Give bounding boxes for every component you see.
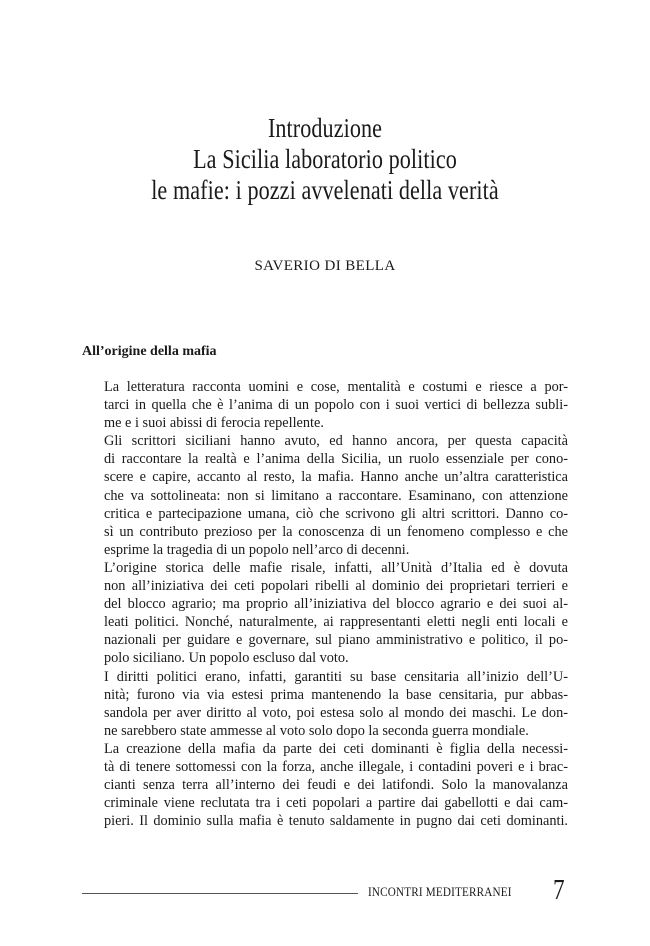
page-number: 7 [553,874,565,906]
text-line: scere e capire, accanto al resto, la mafia. Hanno anche un’altra caratteristica [104,469,568,486]
text-line: L’origine storica delle mafie risale, infatti, all’Unità d’Italia ed è dovuta [104,559,568,576]
text-line: La creazione della mafia da parte dei ceti dominanti è figlia della necessi- [104,740,568,757]
text-line: non all’iniziativa dei ceti popolari ribelli al dominio dei proprietari terrieri e [104,578,568,595]
text-line: criminale viene reclutata tra i ceti popolari a partire dai gabellotti e dai cam- [104,795,568,812]
paragraph [82,432,568,559]
text-line: leati politici. Nonché, naturalmente, ai rappresentanti eletti negli enti locali e [104,614,568,631]
paragraph [82,740,568,830]
text-line: che va sottolineata: non si limitano a raccontare. Esaminano, con attenzione [104,487,568,504]
title-line-1: Introduzione [267,113,383,143]
text-line: cianti senza terra all’interno dei feudi e dei latifondi. Solo la manovalanza [104,777,568,794]
text-line: nazionali per guidare e governare, sul piano amministrativo e politico, il po- [104,632,568,649]
text-line: ne sarebbero state ammesse al voto solo dopo la seconda guerra mondiale. [104,722,529,739]
section-heading: All’origine della mafia [82,344,217,359]
title-line-2: La Sicilia laboratorio politico [193,144,457,174]
paragraph [82,559,568,668]
text-line: critica e partecipazione umana, ciò che scrivono gli altri scrittori. Danno co- [104,505,568,522]
text-line: di raccontare la realtà e l’anima della Sicilia, un ruolo essenziale per cono- [104,451,568,468]
text-line: sì un contributo prezioso per la conoscenza di un fenomeno complesso e che [104,523,568,540]
text-line: tarci in quella che è l’anima di un popolo con i suoi vertici di bellezza subli- [104,397,568,414]
paragraph [82,668,568,740]
footer-journal-name: INCONTRI MEDITERRANEI [368,884,512,899]
text-line: del blocco agrario; ma proprio all’iniziativa del blocco agrario e dei suoi al- [104,596,568,613]
footer-rule [82,893,358,894]
text-line: tà di tenere sottomessi con la forza, anche illegale, i contadini poveri e i brac- [104,758,568,775]
text-line: polo siciliano. Un popolo escluso dal voto. [104,650,349,667]
author-name: SAVERIO DI BELLA [254,258,396,274]
text-line: I diritti politici erano, infatti, garantiti su base censitaria all’inizio dell’U- [104,668,568,685]
paragraph [82,378,568,432]
title-line-3: le mafie: i pozzi avvelenati della verità [151,175,499,205]
text-line: sandola per aver diritto al voto, poi estesa solo al mondo dei maschi. Le don- [104,704,568,721]
body-text [82,378,568,830]
text-line: nità; furono via via estesi prima mantenendo la base censitaria, pur abbas- [104,686,568,703]
article-title [59,113,592,206]
text-line: me e i suoi abissi di ferocia repellente. [104,415,324,432]
text-line: esprime la tragedia di un popolo nell’arco di decenni. [104,541,410,558]
text-line: Gli scrittori siciliani hanno avuto, ed hanno ancora, per questa capacità [104,433,568,450]
text-line: La letteratura racconta uomini e cose, mentalità e costumi e riesce a por- [104,379,568,395]
text-line: pieri. Il dominio sulla mafia è tenuto saldamente in pugno dai ceti dominanti. [104,813,568,830]
